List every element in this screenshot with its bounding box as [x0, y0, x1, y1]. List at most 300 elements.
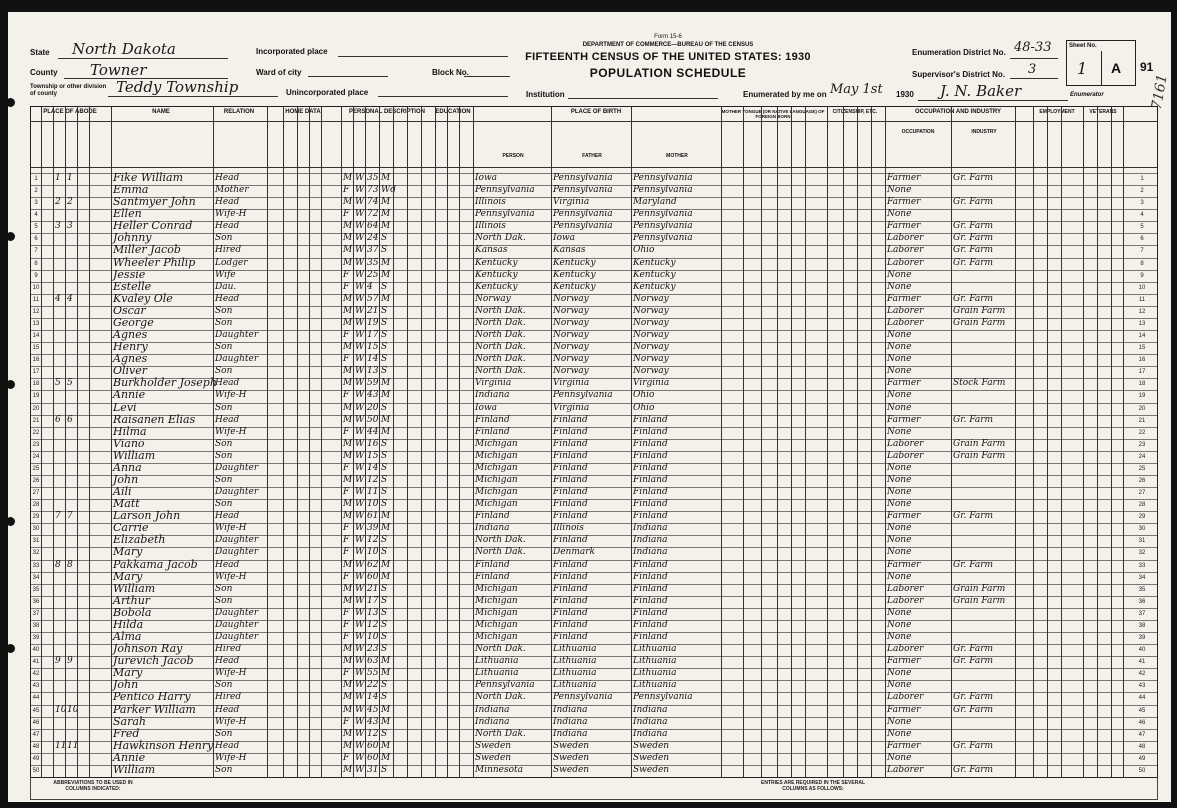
enumerator-name: J. N. Baker [940, 82, 1022, 100]
line-number: 32 [32, 550, 40, 557]
cell-sex: M [343, 378, 353, 389]
cell-race: W [355, 185, 365, 196]
cell-mother: Sweden [633, 740, 670, 751]
cell-occ: Farmer [887, 740, 921, 751]
cell-age: 20 [367, 402, 379, 413]
cell-father: Pennsylvania [553, 209, 613, 220]
line-number: 23 [32, 441, 40, 448]
cell-name: William [113, 762, 156, 776]
cell-fam: 8 [67, 559, 73, 570]
enumeration-year: 1930 [896, 90, 914, 99]
cell-birth: North Dak. [475, 728, 526, 739]
column-rule [843, 107, 844, 777]
cell-father: Finland [553, 511, 588, 522]
cell-occ: None [887, 728, 912, 739]
cell-occ: None [887, 209, 912, 220]
cell-father: Finland [553, 487, 588, 498]
unincorporated-line [378, 96, 508, 97]
cell-race: W [355, 173, 365, 183]
cell-father: Sweden [553, 752, 590, 763]
cell-age: 23 [367, 644, 379, 655]
cell-race: W [355, 740, 365, 751]
cell-age: 73 [367, 185, 379, 196]
cell-age: 14 [367, 354, 379, 365]
column-rule [1097, 107, 1098, 777]
cell-name: William [113, 448, 156, 462]
punch-hole [6, 232, 15, 241]
cell-mother: Finland [633, 511, 668, 522]
cell-birth: North Dak. [475, 644, 526, 655]
cell-father: Norway [553, 354, 589, 365]
cell-race: W [355, 197, 365, 208]
cell-race: W [355, 511, 365, 522]
cell-mar: S [381, 354, 388, 365]
cell-age: 24 [367, 233, 379, 244]
enumeration-district-label: Enumeration District No. [912, 48, 1006, 57]
column-rule [1083, 107, 1084, 777]
line-number: 35 [32, 586, 40, 593]
line-number: 31 [32, 538, 40, 545]
cell-race: W [355, 764, 365, 775]
cell-father: Norway [553, 342, 589, 353]
cell-name: Oliver [113, 364, 148, 378]
cell-occ: None [887, 402, 912, 413]
cell-sex: F [343, 632, 350, 643]
cell-sex: F [343, 523, 350, 534]
cell-father: Finland [553, 535, 588, 546]
column-rule [473, 107, 474, 777]
cell-age: 16 [367, 438, 379, 449]
cell-mother: Indiana [633, 704, 668, 715]
cell-rel: Wife-H [215, 668, 247, 679]
punch-hole [6, 517, 15, 526]
cell-race: W [355, 354, 365, 365]
column-rule [421, 107, 422, 777]
cell-ind: Gr. Farm [953, 233, 994, 244]
line-number: 50 [32, 767, 40, 774]
cell-birth: North Dak. [475, 330, 526, 341]
line-number: 22 [32, 429, 40, 436]
cell-dw: 2 [55, 197, 61, 208]
cell-mar: S [381, 438, 388, 449]
cell-occ: None [887, 523, 912, 534]
cell-ind: Gr. Farm [953, 197, 994, 208]
cell-name: John [113, 473, 139, 486]
cell-age: 43 [367, 716, 379, 727]
cell-race: W [355, 293, 365, 304]
cell-mar: S [381, 535, 388, 546]
cell-sex: M [343, 257, 353, 268]
cell-birth: Finland [475, 511, 510, 522]
line-number-right: 9 [1140, 272, 1144, 279]
supervisor-label: Supervisor's District No. [912, 70, 1006, 79]
cell-father: Lithuania [553, 680, 597, 691]
cell-mar: M [381, 740, 391, 751]
line-number: 8 [34, 260, 38, 267]
supervisor-line [1010, 78, 1058, 79]
cell-rel: Daughter [215, 619, 259, 630]
line-number-right: 40 [1138, 647, 1146, 654]
cell-race: W [355, 571, 365, 582]
cell-ind: Gr. Farm [953, 704, 994, 715]
column-rule [447, 107, 448, 777]
cell-age: 12 [367, 619, 379, 630]
cell-sex: M [343, 595, 353, 606]
cell-mar: S [381, 764, 388, 775]
cell-mar: M [381, 752, 391, 763]
cell-rel: Mother [215, 185, 249, 196]
line-number: 40 [32, 647, 40, 654]
cell-sex: F [343, 752, 350, 763]
cell-name: Arthur [113, 593, 151, 607]
cell-name: Carrie [113, 521, 149, 535]
cell-birth: Michigan [475, 499, 518, 510]
cell-race: W [355, 523, 365, 534]
column-rule [1123, 107, 1124, 777]
cell-age: 55 [367, 668, 379, 679]
cell-mother: Finland [633, 559, 668, 570]
cell-rel: Daughter [215, 535, 259, 546]
cell-age: 12 [367, 475, 379, 485]
column-rule [551, 107, 552, 777]
cell-fam: 6 [67, 414, 73, 425]
cell-father: Kentucky [553, 281, 596, 292]
cell-race: W [355, 487, 365, 498]
cell-mar: M [381, 523, 391, 534]
cell-mother: Norway [633, 330, 669, 341]
column-rule [721, 107, 722, 777]
cell-father: Finland [553, 499, 588, 510]
cell-mother: Lithuania [633, 656, 677, 667]
cell-mar: S [381, 487, 388, 498]
cell-name: Annie [113, 750, 146, 764]
cell-birth: Lithuania [475, 656, 519, 667]
line-number-right: 28 [1138, 502, 1146, 509]
cell-mar: S [381, 402, 388, 413]
cell-occ: Farmer [887, 197, 921, 208]
cell-father: Sweden [553, 740, 590, 751]
cell-father: Indiana [553, 716, 588, 727]
cell-mother: Finland [633, 632, 668, 643]
cell-mar: M [381, 257, 391, 268]
cell-occ: Farmer [887, 173, 921, 183]
census-sheet [8, 12, 1171, 802]
cell-name: Levi [113, 400, 137, 414]
cell-father: Finland [553, 619, 588, 630]
cell-race: W [355, 390, 365, 401]
cell-birth: Michigan [475, 450, 518, 461]
section-place-of-birth: PLACE OF BIRTH [570, 109, 622, 115]
cell-ind: Grain Farm [953, 450, 1006, 461]
column-rule [393, 107, 394, 777]
cell-name: Ellen [113, 207, 142, 221]
line-number-right: 23 [1138, 441, 1146, 448]
cell-sex: F [343, 535, 350, 546]
incorporated-line [338, 56, 508, 57]
cell-mother: Lithuania [633, 668, 677, 679]
cell-mother: Indiana [633, 523, 668, 534]
cell-fam: 7 [67, 511, 73, 522]
cell-race: W [355, 704, 365, 715]
cell-mother: Finland [633, 487, 668, 498]
cell-birth: Finland [475, 426, 510, 437]
line-number: 36 [32, 598, 40, 605]
cell-age: 35 [367, 257, 379, 268]
line-number: 46 [32, 719, 40, 726]
cell-father: Pennsylvania [553, 692, 613, 703]
cell-age: 21 [367, 583, 379, 594]
cell-race: W [355, 752, 365, 763]
cell-name: Burkholder Joseph [113, 376, 217, 390]
cell-birth: North Dak. [475, 535, 526, 546]
cell-name: Agnes [113, 352, 148, 366]
cell-sex: M [343, 644, 353, 655]
cell-sex: F [343, 547, 350, 558]
section-place-of-abode: PLACE OF ABODE [43, 109, 97, 115]
line-number-right: 11 [1138, 296, 1146, 303]
cell-birth: North Dak. [475, 366, 526, 377]
cell-rel: Head [215, 740, 240, 751]
cell-father: Kansas [553, 245, 586, 256]
cell-father: Finland [553, 462, 588, 473]
enumerator-label: Enumerator [1070, 92, 1104, 98]
cell-age: 10 [367, 632, 379, 643]
cell-name: Aili [113, 485, 132, 499]
line-number: 1 [34, 176, 38, 182]
cell-mar: M [381, 559, 391, 570]
column-rule [761, 107, 762, 777]
cell-mother: Maryland [633, 197, 677, 208]
cell-sex: M [343, 704, 353, 715]
punch-hole [6, 380, 15, 389]
cell-mother: Kentucky [633, 269, 676, 280]
cell-mother: Virginia [633, 378, 670, 389]
cell-name: Hawkinson Henry [113, 738, 214, 752]
cell-father: Finland [553, 632, 588, 643]
cell-ind: Gr. Farm [953, 511, 994, 522]
line-number: 45 [32, 707, 40, 714]
cell-birth: Lithuania [475, 668, 519, 679]
line-number-right: 2 [1140, 188, 1144, 195]
cell-father: Finland [553, 595, 588, 606]
side-stamp: 7161 [1148, 73, 1171, 111]
line-number: 4 [34, 212, 38, 219]
cell-mar: S [381, 366, 388, 377]
unincorporated-label: Unincorporated place [286, 88, 369, 97]
cell-dw: 10 [55, 704, 67, 715]
cell-birth: Kentucky [475, 281, 518, 292]
cell-sex: M [343, 245, 353, 256]
cell-occ: Laborer [887, 317, 924, 328]
cell-occ: None [887, 426, 912, 437]
cell-race: W [355, 632, 365, 643]
cell-name: Miller Jacob [113, 243, 181, 257]
section-veterans: VETERANS [1089, 109, 1117, 115]
cell-age: 72 [367, 209, 379, 220]
cell-race: W [355, 257, 365, 268]
line-number-right: 27 [1138, 490, 1146, 497]
cell-birth: Kentucky [475, 269, 518, 280]
cell-occ: None [887, 342, 912, 353]
sheet-label: Sheet No. [1069, 43, 1097, 49]
cell-mother: Norway [633, 317, 669, 328]
line-number-right: 39 [1138, 635, 1146, 642]
line-number: 16 [32, 357, 40, 364]
line-number-right: 12 [1138, 308, 1146, 315]
cell-race: W [355, 595, 365, 606]
line-number-right: 34 [1138, 574, 1146, 581]
supervisor-value: 3 [1028, 62, 1037, 77]
cell-birth: Norway [475, 293, 511, 304]
cell-age: 25 [367, 269, 379, 280]
county-value: Towner [90, 61, 147, 79]
line-number-right: 4 [1140, 212, 1144, 219]
cell-birth: Pennsylvania [475, 185, 535, 196]
cell-mar: M [381, 571, 391, 582]
line-number-right: 47 [1138, 731, 1146, 738]
cell-name: Santmyer John [113, 195, 196, 209]
col-mother: MOTHER [666, 153, 688, 159]
cell-rel: Son [215, 728, 233, 739]
line-number-right: 8 [1140, 260, 1144, 267]
cell-race: W [355, 656, 365, 667]
cell-birth: Sweden [475, 740, 512, 751]
line-number: 20 [32, 405, 40, 412]
line-number-right: 46 [1138, 719, 1146, 726]
cell-race: W [355, 462, 365, 473]
line-number: 14 [32, 333, 40, 340]
cell-rel: Hired [215, 692, 242, 703]
cell-sex: M [343, 197, 353, 208]
ward-label: Ward of city [256, 68, 302, 77]
cell-sex: M [343, 740, 353, 751]
cell-age: 10 [367, 547, 379, 558]
cell-name: Viano [113, 436, 145, 450]
cell-sex: F [343, 281, 350, 292]
cell-sex: M [343, 233, 353, 244]
cell-birth: Indiana [475, 716, 510, 727]
cell-occ: Laborer [887, 764, 924, 775]
cell-father: Finland [553, 475, 588, 485]
cell-birth: North Dak. [475, 547, 526, 558]
cell-rel: Hired [215, 644, 242, 655]
line-number-right: 16 [1138, 357, 1146, 364]
cell-father: Finland [553, 607, 588, 618]
table-row [31, 762, 1157, 777]
cell-name: Johnny [113, 231, 152, 245]
cell-name: Pentico Harry [113, 690, 191, 704]
cell-sex: F [343, 209, 350, 220]
cell-sex: F [343, 185, 350, 196]
cell-rel: Son [215, 595, 233, 606]
cell-name: Bobola [113, 605, 152, 619]
cell-age: 45 [367, 704, 379, 715]
cell-age: 35 [367, 173, 379, 183]
cell-mar: S [381, 475, 388, 485]
cell-father: Finland [553, 571, 588, 582]
cell-rel: Wife-H [215, 209, 247, 220]
cell-mother: Kentucky [633, 257, 676, 268]
cell-name: Alma [113, 630, 142, 644]
cell-age: 13 [367, 366, 379, 377]
line-number: 34 [32, 574, 40, 581]
cell-mother: Indiana [633, 547, 668, 558]
cell-age: 64 [367, 221, 379, 232]
cell-rel: Head [215, 656, 240, 667]
population-table [30, 106, 1158, 778]
cell-ind: Gr. Farm [953, 559, 994, 570]
cell-rel: Wife [215, 269, 236, 280]
cell-race: W [355, 619, 365, 630]
cell-mother: Pennsylvania [633, 173, 693, 183]
cell-age: 57 [367, 293, 379, 304]
cell-rel: Lodger [215, 257, 248, 268]
cell-ind: Gr. Farm [953, 245, 994, 256]
cell-father: Virginia [553, 197, 590, 208]
cell-mar: M [381, 221, 391, 232]
cell-rel: Daughter [215, 354, 259, 365]
cell-rel: Son [215, 305, 233, 316]
cell-name: Pakkama Jacob [113, 557, 198, 571]
cell-rel: Daughter [215, 632, 259, 643]
cell-rel: Son [215, 366, 233, 377]
cell-occ: Laborer [887, 450, 924, 461]
cell-birth: Indiana [475, 704, 510, 715]
line-number: 3 [34, 200, 38, 207]
column-rule [407, 107, 408, 777]
cell-rel: Son [215, 342, 233, 353]
cell-name: Henry [113, 340, 148, 354]
cell-age: 74 [367, 197, 379, 208]
cell-sex: M [343, 317, 353, 328]
cell-dw: 3 [55, 221, 61, 232]
cell-rel: Wife-H [215, 752, 247, 763]
cell-occ: Laborer [887, 583, 924, 594]
cell-occ: Laborer [887, 305, 924, 316]
cell-mar: S [381, 450, 388, 461]
cell-father: Finland [553, 438, 588, 449]
cell-mar: M [381, 716, 391, 727]
column-rule [283, 107, 284, 777]
enumerator-line [918, 100, 1068, 101]
cell-sex: M [343, 475, 353, 485]
cell-dw: 1 [55, 173, 61, 183]
cell-father: Lithuania [553, 644, 597, 655]
cell-father: Virginia [553, 402, 590, 413]
cell-age: 62 [367, 559, 379, 570]
cell-birth: Finland [475, 414, 510, 425]
cell-age: 39 [367, 523, 379, 534]
cell-mar: S [381, 728, 388, 739]
line-number: 28 [32, 502, 40, 509]
cell-mar: M [381, 390, 391, 401]
cell-occ: Laborer [887, 692, 924, 703]
cell-birth: Iowa [475, 173, 498, 183]
cell-occ: Farmer [887, 378, 921, 389]
column-rule [435, 107, 436, 777]
cell-occ: None [887, 632, 912, 643]
cell-occ: None [887, 185, 912, 196]
cell-rel: Head [215, 221, 240, 232]
cell-sex: M [343, 511, 353, 522]
cell-name: Sarah [113, 714, 146, 728]
cell-sex: F [343, 619, 350, 630]
section-citizenship: CITIZENSHIP, ETC. [832, 109, 878, 115]
section-relation: RELATION [223, 109, 255, 115]
cell-mar: S [381, 233, 388, 244]
column-rule [1047, 107, 1048, 777]
cell-age: 11 [367, 487, 379, 498]
